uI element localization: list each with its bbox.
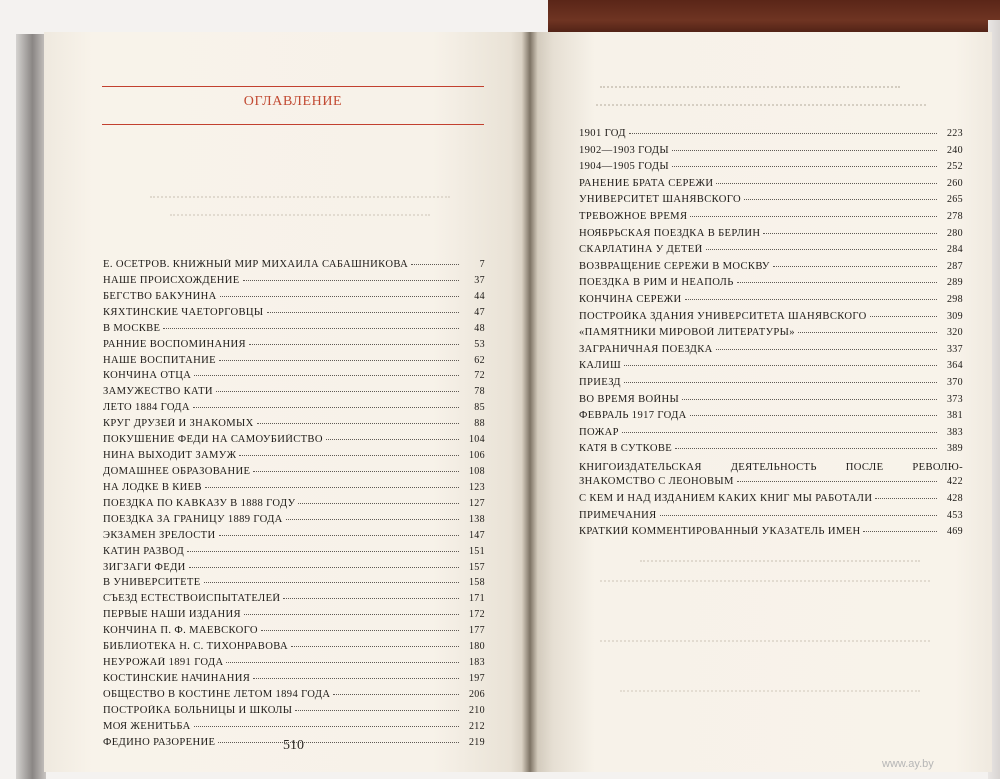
toc-entry-page: 183 [468, 657, 485, 669]
dot-leader [286, 519, 459, 520]
toc-heading: ОГЛАВЛЕНИЕ [243, 94, 343, 109]
dot-leader [205, 487, 459, 488]
toc-entry-title: ВОЗВРАЩЕНИЕ СЕРЕЖИ В МОСКВУ [579, 260, 770, 272]
toc-entry [579, 261, 963, 278]
toc-entry [103, 370, 485, 386]
toc-entry [579, 228, 963, 245]
toc-entry-page: 280 [946, 227, 963, 239]
dot-leader [239, 455, 459, 456]
toc-entry-page: 320 [946, 327, 963, 339]
dot-leader [298, 503, 459, 504]
toc-entry [103, 641, 485, 657]
dot-leader [863, 531, 937, 532]
toc-entry [103, 530, 485, 546]
toc-entry [579, 410, 963, 427]
toc-entry [579, 161, 963, 178]
toc-entry-page: 453 [946, 509, 963, 521]
dot-leader [624, 365, 937, 366]
dot-leader [706, 249, 937, 250]
toc-entry [579, 128, 963, 145]
toc-entry-title: ПОКУШЕНИЕ ФЕДИ НА САМОУБИЙСТВО [103, 434, 323, 446]
toc-entry-title: БИБЛИОТЕКА Н. С. ТИХОНРАВОВА [103, 641, 288, 653]
dot-leader [194, 726, 459, 727]
toc-entry-title: КЯХТИНСКИЕ ЧАЕТОРГОВЦЫ [103, 306, 264, 318]
dot-leader [261, 630, 459, 631]
toc-entry [103, 546, 485, 562]
dot-leader [257, 423, 459, 424]
toc-entry [103, 657, 485, 673]
toc-entry-page: 127 [468, 497, 485, 509]
dot-leader [716, 183, 937, 184]
heading-rule-bottom [102, 124, 484, 125]
dot-leader [737, 481, 937, 482]
toc-entry-title: 1902—1903 ГОДЫ [579, 144, 669, 156]
toc-entry-title: ЗАГРАНИЧНАЯ ПОЕЗДКА [579, 343, 713, 355]
toc-entry-page: 210 [468, 704, 485, 716]
toc-entry-title: ФЕВРАЛЬ 1917 ГОДА [579, 410, 687, 422]
toc-entry-title: СКАРЛАТИНА У ДЕТЕЙ [579, 244, 703, 256]
toc-entry [103, 307, 485, 323]
toc-entry-page: 206 [468, 688, 485, 700]
toc-entry-page: 106 [468, 450, 485, 462]
dot-leader [189, 567, 459, 568]
toc-entry [103, 705, 485, 721]
toc-entry [103, 418, 485, 434]
dot-leader [672, 150, 937, 151]
toc-entry-page: 72 [474, 370, 485, 382]
toc-entry-title: КРАТКИЙ КОММЕНТИРОВАННЫЙ УКАЗАТЕЛЬ ИМЕН [579, 526, 861, 538]
toc-entry-page: 260 [946, 177, 963, 189]
toc-entry-page: 265 [946, 194, 963, 206]
toc-entry-title: ВО ВРЕМЯ ВОЙНЫ [579, 393, 680, 405]
dot-leader [875, 498, 937, 499]
toc-entry-page: 252 [946, 161, 963, 173]
toc-entry [579, 178, 963, 195]
toc-entry-page: 78 [474, 386, 485, 398]
dot-leader [194, 375, 459, 376]
toc-entry-page: 62 [474, 354, 485, 366]
toc-entry-title: ЗИГЗАГИ ФЕДИ [103, 561, 186, 573]
toc-entry-page: 364 [946, 360, 963, 372]
toc-entry-title: ЗНАКОМСТВО С ЛЕОНОВЫМ [579, 476, 734, 488]
dot-leader [675, 448, 937, 449]
dot-leader [660, 515, 938, 516]
toc-entry-page: 422 [946, 476, 963, 488]
toc-entry-title: КНИГОИЗДАТЕЛЬСКАЯ ДЕЯТЕЛЬНОСТЬ ПОСЛЕ РЕВОЛЮ- [579, 461, 963, 473]
dot-leader [744, 199, 937, 200]
toc-list-right [579, 128, 963, 543]
toc-entry [103, 577, 485, 593]
dot-leader [870, 316, 937, 317]
dot-leader [219, 535, 460, 536]
toc-entry-title: ТРЕВОЖНОЕ ВРЕМЯ [579, 210, 688, 222]
dot-leader [193, 407, 459, 408]
dot-leader [737, 282, 937, 283]
dot-leader [763, 233, 937, 234]
toc-entry-page: 278 [946, 210, 963, 222]
dot-leader [622, 432, 937, 433]
toc-entry-page: 284 [946, 244, 963, 256]
toc-entry-page: 370 [946, 376, 963, 388]
toc-entry-page: 177 [468, 625, 485, 637]
toc-entry-page: 47 [474, 306, 485, 318]
toc-entry [103, 673, 485, 689]
toc-entry-page: 44 [474, 290, 485, 302]
toc-entry-title: РАНЕНИЕ БРАТА СЕРЕЖИ [579, 177, 714, 189]
toc-entry-title: ПОСТРОЙКА ЗДАНИЯ УНИВЕРСИТЕТА ШАНЯВСКОГО [579, 310, 867, 322]
toc-entry-page: 172 [468, 609, 485, 621]
toc-entry [103, 689, 485, 705]
toc-entry [579, 476, 963, 493]
toc-entry-title: КАТИН РАЗВОД [103, 545, 185, 557]
toc-entry [579, 427, 963, 444]
toc-entry-page: 108 [468, 465, 485, 477]
toc-entry-title: Е. ОСЕТРОВ. КНИЖНЫЙ МИР МИХАИЛА САБАШНИКОВА [103, 259, 409, 270]
toc-entry [103, 323, 485, 339]
toc-entry [579, 443, 963, 460]
dot-leader [283, 598, 459, 599]
toc-entry [103, 339, 485, 355]
toc-entry-page: 138 [468, 513, 485, 525]
toc-entry-page: 383 [946, 426, 963, 438]
toc-entry-title: ПРИМЕЧАНИЯ [579, 509, 657, 521]
toc-entry [103, 434, 485, 450]
toc-entry-title: РАННИЕ ВОСПОМИНАНИЯ [103, 338, 246, 350]
toc-entry [103, 593, 485, 609]
dot-leader [295, 710, 459, 711]
toc-entry [103, 466, 485, 482]
book-cover-edge [548, 0, 1000, 34]
toc-entry-page: 48 [474, 322, 485, 334]
toc-entry-title: ПОЕЗДКА ПО КАВКАЗУ В 1888 ГОДУ [103, 497, 296, 509]
toc-entry [579, 244, 963, 261]
toc-entry-page: 287 [946, 260, 963, 272]
toc-entry-title: КРУГ ДРУЗЕЙ И ЗНАКОМЫХ [103, 418, 254, 430]
toc-entry-title: ПРИЕЗД [579, 376, 621, 388]
toc-entry-title: ЭКЗАМЕН ЗРЕЛОСТИ [103, 529, 216, 541]
toc-entry-page: 289 [946, 277, 963, 289]
toc-entry [579, 526, 963, 543]
toc-entry [579, 311, 963, 328]
toc-entry-page: 381 [946, 410, 963, 422]
dot-leader [629, 133, 937, 134]
toc-entry-title: КАТЯ В СУТКОВЕ [579, 443, 673, 455]
toc-entry [579, 327, 963, 344]
book-gutter [522, 32, 538, 772]
toc-entry [103, 482, 485, 498]
dot-leader [624, 382, 937, 383]
toc-entry-page: 389 [946, 443, 963, 455]
dot-leader [716, 349, 937, 350]
dot-leader [690, 415, 937, 416]
toc-entry-title: СЪЕЗД ЕСТЕСТВОИСПЫТАТЕЛЕЙ [103, 593, 281, 605]
toc-entry-title: ДОМАШНЕЕ ОБРАЗОВАНИЕ [103, 465, 251, 477]
toc-entry-page: 219 [468, 736, 485, 748]
toc-entry-title: БЕГСТВО БАКУНИНА [103, 290, 217, 302]
toc-entry [579, 294, 963, 311]
toc-entry [103, 386, 485, 402]
toc-entry-title: НАШЕ ВОСПИТАНИЕ [103, 354, 216, 366]
toc-entry-title: В УНИВЕРСИТЕТЕ [103, 577, 201, 589]
toc-entry-page: 104 [468, 434, 485, 446]
toc-entry-page: 469 [946, 526, 963, 538]
dot-leader [187, 551, 459, 552]
dot-leader [249, 344, 459, 345]
toc-entry [579, 360, 963, 377]
dot-leader [216, 391, 459, 392]
toc-entry-page: 240 [946, 144, 963, 156]
toc-entry-page: 337 [946, 343, 963, 355]
dot-leader [243, 280, 459, 281]
toc-entry-page: 157 [468, 561, 485, 573]
dot-leader [204, 582, 459, 583]
watermark: www.ay.by [882, 758, 934, 770]
toc-entry-title: МОЯ ЖЕНИТЬБА [103, 720, 191, 732]
toc-entry-page: 53 [474, 338, 485, 350]
toc-entry [579, 344, 963, 361]
dot-leader [798, 332, 937, 333]
toc-entry-page: 373 [946, 393, 963, 405]
toc-entry [579, 493, 963, 510]
toc-entry-title: КОНЧИНА СЕРЕЖИ [579, 293, 682, 305]
toc-entry [579, 145, 963, 162]
toc-entry [579, 460, 963, 477]
toc-entry [579, 194, 963, 211]
dot-leader [326, 439, 459, 440]
toc-entry-page: 7 [479, 259, 485, 270]
dot-leader [672, 166, 937, 167]
toc-entry-title: НА ЛОДКЕ В КИЕВ [103, 481, 202, 493]
toc-entry [579, 377, 963, 394]
toc-entry [579, 277, 963, 294]
toc-entry-title: КОСТИНСКИЕ НАЧИНАНИЯ [103, 672, 251, 684]
toc-entry-page: 197 [468, 672, 485, 684]
toc-entry-title: УНИВЕРСИТЕТ ШАНЯВСКОГО [579, 194, 741, 206]
dot-leader [411, 264, 459, 265]
toc-entry-page: 428 [946, 493, 963, 505]
toc-entry [103, 498, 485, 514]
toc-entry-title: ПЕРВЫЕ НАШИ ИЗДАНИЯ [103, 609, 241, 621]
toc-entry [103, 721, 485, 737]
dot-leader [163, 328, 459, 329]
toc-entry-title: ФЕДИНО РАЗОРЕНИЕ [103, 736, 216, 748]
toc-entry-title: КОНЧИНА ОТЦА [103, 370, 192, 382]
toc-entry [103, 625, 485, 641]
toc-entry-title: КОНЧИНА П. Ф. МАЕВСКОГО [103, 625, 258, 637]
toc-entry-title: В МОСКВЕ [103, 322, 161, 334]
toc-entry-title: С КЕМ И НАД ИЗДАНИЕМ КАКИХ КНИГ МЫ РАБОТАЛИ [579, 493, 873, 505]
dot-leader [220, 296, 459, 297]
toc-entry-page: 88 [474, 418, 485, 430]
toc-list-left [103, 259, 485, 753]
toc-entry [579, 211, 963, 228]
toc-entry-page: 180 [468, 641, 485, 653]
page-number: 510 [283, 738, 304, 753]
toc-entry-page: 147 [468, 529, 485, 541]
toc-entry [103, 355, 485, 371]
toc-entry-page: 37 [474, 274, 485, 286]
toc-entry-title: НЕУРОЖАЙ 1891 ГОДА [103, 657, 224, 669]
toc-entry-title: 1901 ГОД [579, 128, 626, 139]
toc-entry-title: ПОЕЗДКА В РИМ И НЕАПОЛЬ [579, 277, 734, 289]
toc-entry-title: ОБЩЕСТВО В КОСТИНЕ ЛЕТОМ 1894 ГОДА [103, 688, 331, 700]
toc-entry-title: КАЛИШ [579, 360, 621, 372]
toc-entry-page: 158 [468, 577, 485, 589]
toc-entry [103, 259, 485, 275]
toc-entry-page: 212 [468, 720, 485, 732]
toc-entry-title: НАШЕ ПРОИСХОЖДЕНИЕ [103, 274, 240, 286]
dot-leader [253, 678, 459, 679]
toc-entry-page: 123 [468, 481, 485, 493]
dot-leader [253, 471, 459, 472]
toc-entry-title: «ПАМЯТНИКИ МИРОВОЙ ЛИТЕРАТУРЫ» [579, 327, 795, 339]
dot-leader [773, 266, 937, 267]
toc-entry-title: НИНА ВЫХОДИТ ЗАМУЖ [103, 450, 237, 462]
toc-entry-page: 85 [474, 402, 485, 414]
dot-leader [333, 694, 459, 695]
toc-entry-page: 171 [468, 593, 485, 605]
toc-entry-title: ЗАМУЖЕСТВО КАТИ [103, 386, 213, 398]
dot-leader [219, 360, 459, 361]
toc-entry [103, 609, 485, 625]
toc-entry-title: ПОЕЗДКА ЗА ГРАНИЦУ 1889 ГОДА [103, 513, 283, 525]
toc-entry [579, 394, 963, 411]
toc-entry-title: ЛЕТО 1884 ГОДА [103, 402, 190, 414]
toc-entry [103, 402, 485, 418]
dot-leader [226, 662, 459, 663]
dot-leader [291, 646, 459, 647]
page-stack-edge [16, 34, 46, 779]
dot-leader [685, 299, 937, 300]
toc-entry [103, 514, 485, 530]
toc-entry-page: 309 [946, 310, 963, 322]
toc-entry [103, 450, 485, 466]
dot-leader [244, 614, 459, 615]
toc-entry [103, 291, 485, 307]
toc-entry-page: 298 [946, 293, 963, 305]
dot-leader [218, 742, 459, 743]
toc-entry-title: НОЯБРЬСКАЯ ПОЕЗДКА В БЕРЛИН [579, 227, 761, 239]
dot-leader [690, 216, 937, 217]
dot-leader [267, 312, 459, 313]
heading-rule-top [102, 86, 484, 87]
toc-entry [103, 275, 485, 291]
dot-leader [682, 399, 937, 400]
toc-entry-title: 1904—1905 ГОДЫ [579, 161, 669, 173]
toc-entry [103, 562, 485, 578]
toc-entry-page: 223 [946, 128, 963, 139]
toc-entry-page: 151 [468, 545, 485, 557]
toc-entry-title: ПОСТРОЙКА БОЛЬНИЦЫ И ШКОЛЫ [103, 704, 293, 716]
toc-entry [579, 510, 963, 527]
toc-entry-title: ПОЖАР [579, 426, 619, 438]
